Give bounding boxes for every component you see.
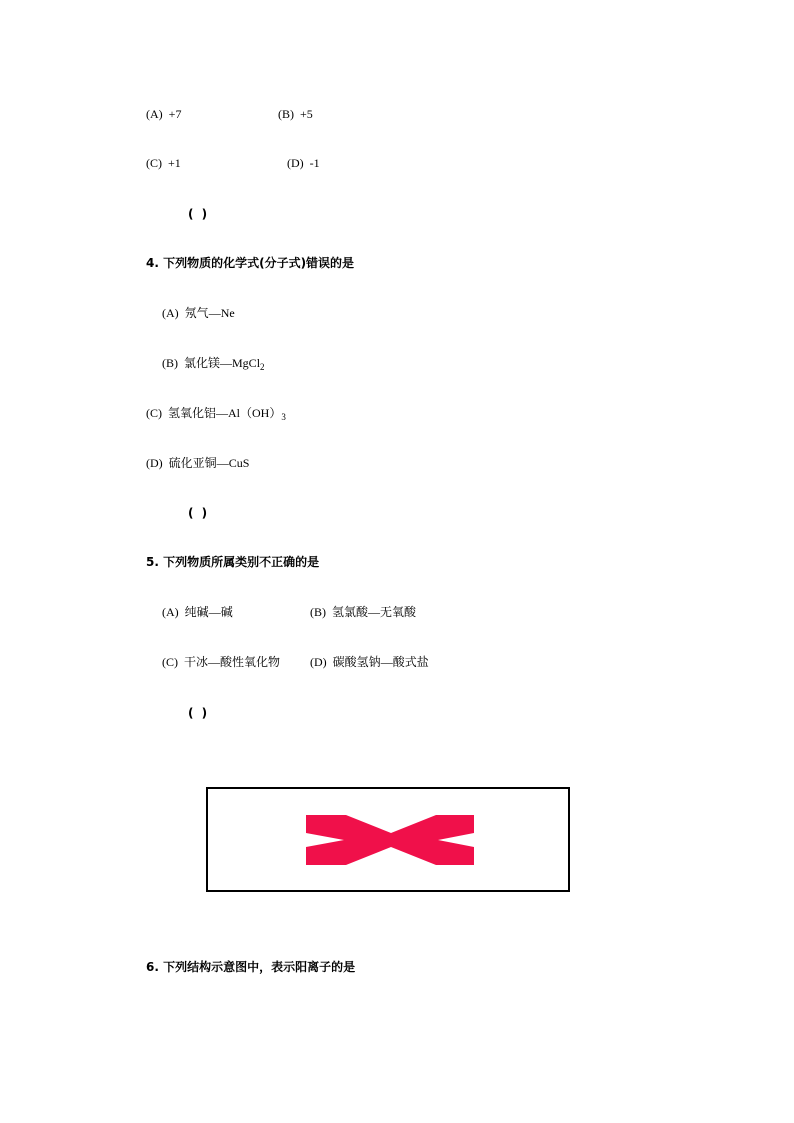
q4-option-c: (C) 氢氧化铝$—Al(OH)_3$: [146, 406, 286, 422]
q5-option-c: (C) 干冰—酸性氧化物: [162, 655, 281, 669]
q5-option-b: (B) 氢氯酸—无氧酸: [310, 605, 417, 619]
q4-option-a: (A) 氖气—Ne: [162, 306, 235, 320]
q5-option-d: (D) 碳酸氢钠—酸式盐: [310, 655, 429, 669]
q5-answer-blank: ( ): [188, 706, 210, 720]
q3-option-b: (B) +5: [278, 107, 313, 121]
q3-option-d: (D) -1: [287, 156, 320, 170]
q6-stem: 6. 下列结构示意图中，表示阳离子的是: [146, 960, 356, 974]
q3-option-c: (C) +1: [146, 156, 181, 170]
broken-image-x-icon: [208, 789, 568, 890]
q4-option-d: (D) 硫化亚铜—CuS: [146, 456, 250, 470]
q4-stem: 4. 下列物质的化学式(分子式)错误的是: [146, 256, 355, 270]
figure-placeholder: [206, 787, 570, 892]
q5-stem: 5. 下列物质所属类别不正确的是: [146, 555, 320, 569]
q4-answer-blank: ( ): [188, 506, 210, 520]
q5-option-a: (A) 纯碱—碱: [162, 605, 233, 619]
q4-option-b: (B) 氯化镁—MgCl$_2$: [162, 356, 265, 372]
q3-option-a: (A) +7: [146, 107, 182, 121]
q3-answer-blank: ( ): [188, 207, 210, 221]
